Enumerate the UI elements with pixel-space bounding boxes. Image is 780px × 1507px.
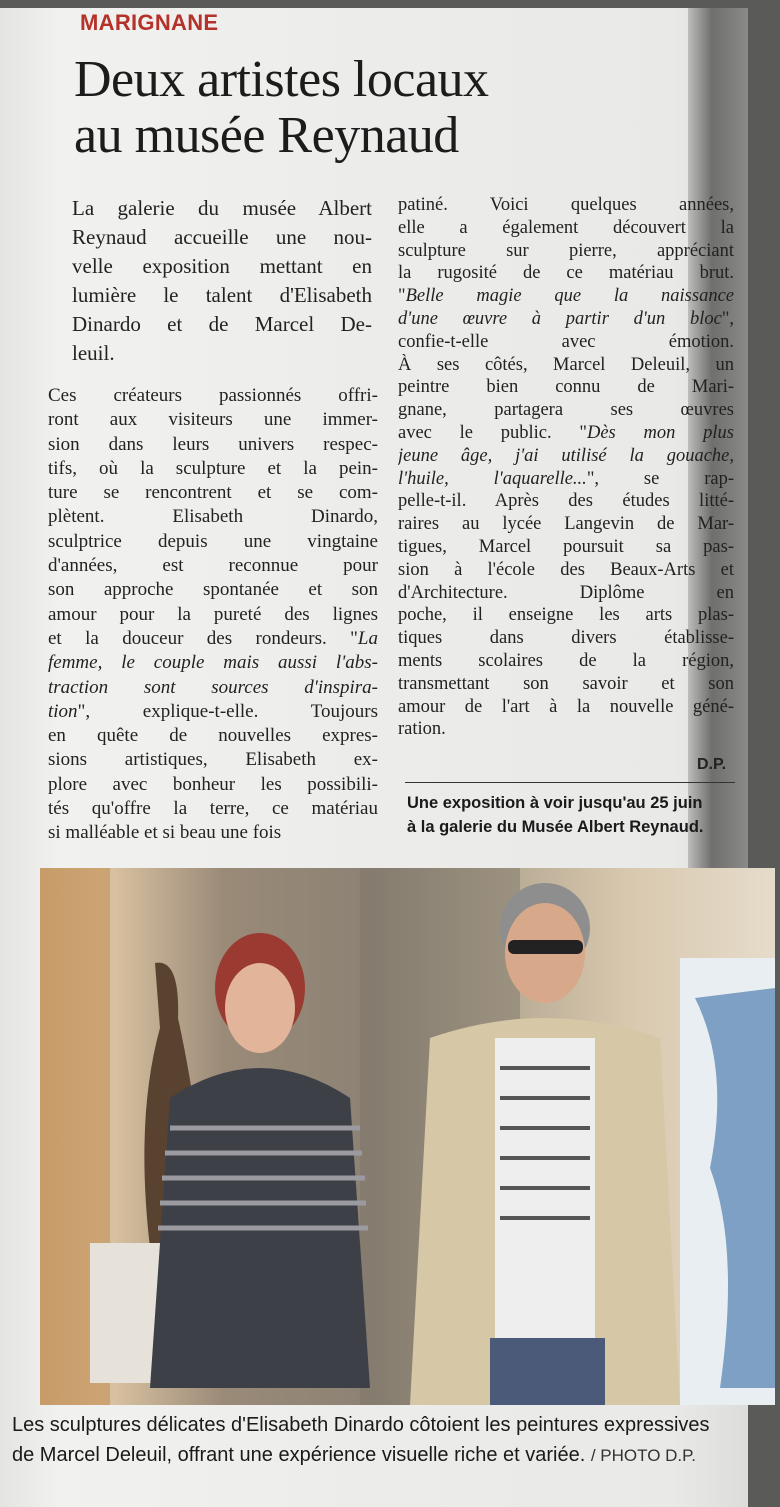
text-line [398,354,734,377]
text-segment: Reynaud accueille une nou- [72,225,372,249]
text-segment: avec le public. " [398,422,587,443]
exhibition-info [407,791,703,839]
text-line [398,399,734,422]
body-left-column [48,384,378,846]
text-line [398,194,734,217]
text-segment: plore avec bonheur les possibili- [48,773,378,795]
text-segment: son approche spontanée et son [48,579,378,601]
divider [405,782,735,783]
text-line [48,433,378,457]
text-line [48,821,378,845]
text-line [398,422,734,445]
text-segment: sculpture sur pierre, appréciant [398,240,734,261]
text-segment: sculptrice depuis une vingtaine [48,530,378,552]
text-segment: sions artistiques, Elisabeth ex- [48,749,378,771]
text-segment: raires au lycée Langevin de Mar- [398,514,734,535]
text-segment: en quête de nouvelles expres- [48,725,378,747]
text-line [398,718,734,741]
text-segment: Dinardo et de Marcel De- [72,312,372,336]
text-segment: si malléable et si beau une fois [48,822,282,844]
headline-line: au musée Reynaud [74,107,459,164]
text-line [72,339,372,368]
text-line [398,582,734,605]
text-segment: " [398,286,406,307]
text-line [48,627,378,651]
text-segment: La galerie du musée Albert [72,196,372,220]
text-line [48,603,378,627]
text-line [48,505,378,529]
photo-credit: / PHOTO D.P. [590,1446,697,1465]
text-line [398,285,734,308]
text-line [48,408,378,432]
photo-caption [12,1410,772,1471]
text-line [48,748,378,772]
intro-paragraph [72,194,372,368]
body-right-column [398,194,734,741]
italic-quote: femme, le couple mais aussi l'abs- [48,652,378,674]
text-line [48,651,378,675]
text-line [398,376,734,399]
text-segment: amour pour la pureté des lignes [48,603,378,625]
text-line [398,217,734,240]
text-segment: velle exposition mettant en [72,254,372,278]
text-segment: pelle-t-il. Après des études litté- [398,491,734,512]
text-segment: tifs, où la sculpture et la pein- [48,457,378,479]
caption-line: Les sculptures délicates d'Elisabeth Dinardo côtoient les peintures expressives [12,1414,710,1436]
text-segment: tés qu'offre la terre, ce matériau [48,798,378,820]
text-line [398,696,734,719]
text-segment: amour de l'art à la nouvelle géné- [398,696,734,717]
text-line [398,627,734,650]
text-segment: sion dans leurs univers respec- [48,433,378,455]
text-line [72,310,372,339]
text-line [48,578,378,602]
text-line [398,673,734,696]
text-segment: ront aux visiteurs une immer- [48,409,378,431]
text-line [72,194,372,223]
text-segment: À ses côtés, Marcel Deleuil, un [398,354,734,375]
text-line [72,252,372,281]
photo-illustration [40,868,775,1405]
text-segment: tigues, Marcel poursuit sa pas- [398,536,734,557]
newspaper-clipping [0,8,748,1507]
italic-quote: d'une œuvre à partir d'un bloc [398,308,722,329]
text-segment: confie-t-elle avec émotion. [398,331,734,352]
headline [74,52,489,164]
info-line: Une exposition à voir jusqu'au 25 juin [407,794,703,812]
italic-quote: jeune âge, j'ai utilisé la gouache, [398,445,734,466]
italic-quote: l'huile, l'aquarelle... [398,468,587,489]
text-segment: ", se rap- [586,468,734,489]
article-photo [40,868,775,1405]
byline: D.P. [697,756,727,773]
text-segment: elle a également découvert la [398,217,734,238]
text-line [398,650,734,673]
text-line [48,457,378,481]
text-line [398,513,734,536]
text-line [48,481,378,505]
text-segment: ", [721,308,734,329]
text-line [398,468,734,491]
text-line [398,262,734,285]
text-line [398,308,734,331]
text-line [48,797,378,821]
text-line [398,240,734,263]
text-line [48,773,378,797]
italic-quote: traction sont sources d'inspira- [48,676,378,698]
italic-quote: La [357,627,378,649]
text-segment: peintre bien connu de Mari- [398,377,734,398]
text-segment: ture se rencontrent et se com- [48,482,378,504]
text-segment: transmettant son savoir et son [398,673,734,694]
section-label: MARIGNANE [80,10,219,35]
text-segment: ", explique-t-elle. Toujours [77,700,378,722]
text-segment: gnane, partagera ses œuvres [398,400,734,421]
text-segment: poche, il enseigne les arts plas- [398,605,734,626]
text-segment: d'Architecture. Diplôme en [398,582,734,603]
italic-quote: Belle magie que la naissance [405,286,734,307]
text-segment: tiques dans divers établisse- [398,628,734,649]
text-line [398,536,734,559]
text-segment: Ces créateurs passionnés offri- [48,385,378,406]
text-line [398,490,734,513]
text-line [398,604,734,627]
text-line [48,700,378,724]
caption-line: de Marcel Deleuil, offrant une expérience visuelle riche et variée. [12,1444,586,1466]
italic-quote: tion [48,700,78,722]
headline-line: Deux artistes locaux [74,51,489,108]
info-line: à la galerie du Musée Albert Reynaud. [407,818,704,836]
text-line [72,223,372,252]
text-line [48,724,378,748]
text-segment: ments scolaires de la région, [398,650,734,671]
text-segment: leuil. [72,341,115,365]
text-segment: patiné. Voici quelques années, [398,195,734,215]
text-segment: sion à l'école des Beaux-Arts et [398,559,734,580]
text-segment: lumière le talent d'Elisabeth [72,283,372,307]
text-line [72,281,372,310]
text-line [398,559,734,582]
text-line [398,445,734,468]
text-segment: la rugosité de ce matériau brut. [398,263,734,284]
text-line [398,331,734,354]
text-segment: plètent. Elisabeth Dinardo, [48,506,378,528]
text-segment: ration. [398,719,446,740]
text-line [48,530,378,554]
text-line [48,384,378,408]
text-segment: et la douceur des rondeurs. " [48,627,358,649]
text-line [48,554,378,578]
italic-quote: Dès mon plus [586,422,734,443]
text-segment: d'années, est reconnue pour [48,555,378,577]
text-line [48,676,378,700]
